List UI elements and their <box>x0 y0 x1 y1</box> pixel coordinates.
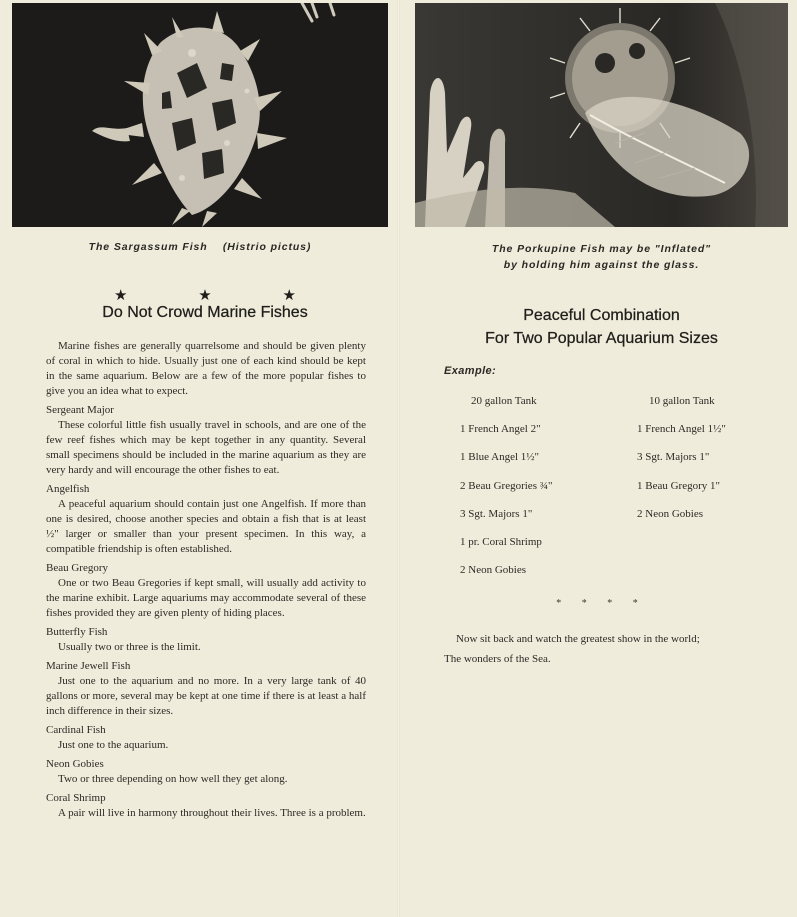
list-item: 1 pr. Coral Shrimp <box>460 535 542 548</box>
list-item: 3 Sgt. Majors 1" <box>460 507 533 520</box>
section-body: One or two Beau Gregories if kept small, will usually add activity to the marine exhibit. Large aquariums may accommodate several of these fishes provided they are given plenty of hiding places. <box>46 577 366 619</box>
section-title: Coral Shrimp <box>46 792 106 804</box>
section-title: Angelfish <box>46 483 90 495</box>
list-item: 2 Neon Gobies <box>637 507 703 520</box>
list-item: 1 Blue Angel 1½" <box>460 451 540 464</box>
left-column-text <box>46 339 366 822</box>
asterisk-divider: * * * * <box>556 598 647 609</box>
section-body: Two or three depending on how well they get along. <box>58 773 288 785</box>
section-body: Usually two or three is the limit. <box>58 641 201 653</box>
tank-title: 10 gallon Tank <box>649 395 715 407</box>
section-title: Beau Gregory <box>46 562 109 574</box>
section-title: Butterfly Fish <box>46 626 108 638</box>
three-stars-ornament: ★ ★ ★ <box>114 286 329 304</box>
tank-title: 20 gallon Tank <box>471 395 537 407</box>
caption-line-2: by holding him against the glass. <box>503 259 700 271</box>
fish-section-sergeant-major <box>46 403 366 478</box>
section-title: Marine Jewell Fish <box>46 660 131 672</box>
fish-section-beau-gregory <box>46 561 366 621</box>
sargassum-fish-caption: The Sargassum Fish (Histrio pictus) <box>88 241 312 253</box>
section-title: Cardinal Fish <box>46 724 106 736</box>
section-body: Just one to the aquarium. <box>58 739 169 751</box>
fish-section-coral-shrimp <box>46 791 366 821</box>
section-title: Sergeant Major <box>46 404 114 416</box>
sargassum-fish-photo <box>12 3 388 227</box>
section-body: A peaceful aquarium should contain just one Angelfish. If more than one is desired, choose another species and obtain a fish that is at least ½" larger or smaller than your present specimen. In this way, a compatible friendship is often established. <box>46 498 366 555</box>
porcupine-fish-caption <box>415 241 788 273</box>
page-fold <box>397 0 400 917</box>
section-body: A pair will live in harmony throughout their lives. Three is a problem. <box>58 807 366 819</box>
left-heading: Do Not Crowd Marine Fishes <box>102 304 308 321</box>
fish-section-marine-jewell-fish <box>46 659 366 719</box>
example-label: Example: <box>444 365 497 377</box>
heading-line-1: Peaceful Combination <box>523 307 680 324</box>
tank-20-gallon-list <box>460 394 552 591</box>
tank-10-gallon-list <box>637 394 726 535</box>
list-item: 2 Beau Gregories ¾" <box>460 479 553 492</box>
intro-paragraph: Marine fishes are generally quarrelsome and should be given plenty of coral in which to hide. Usually just one of each kind should be kept in the same aquarium. Below are a few of the more popular fishes to give you an idea what to expect. <box>46 340 366 397</box>
closing-line-1: Now sit back and watch the greatest show in the world; <box>456 633 700 645</box>
section-body: Just one to the aquarium and no more. In a very large tank of 40 gallons or more, several may be kept at one time if there is at least a half inch difference in their sizes. <box>46 675 366 717</box>
list-item: 2 Neon Gobies <box>460 564 526 577</box>
heading-line-2: For Two Popular Aquarium Sizes <box>485 330 718 347</box>
list-item: 3 Sgt. Majors 1" <box>637 451 710 464</box>
section-title: Neon Gobies <box>46 758 104 770</box>
section-body: These colorful little fish usually travel in schools, and are one of the few reef fishes which may be kept together in any quantity. Several small specimens should be included in the marine aquarium as they are very hardy and will encourage the other fishes to eat. <box>46 419 366 476</box>
fish-section-cardinal-fish <box>46 723 366 753</box>
porcupine-fish-photo <box>415 3 788 227</box>
fish-section-butterfly-fish <box>46 625 366 655</box>
fish-section-neon-gobies <box>46 757 366 787</box>
list-item: 1 French Angel 1½" <box>637 423 726 436</box>
list-item: 1 French Angel 2" <box>460 423 541 436</box>
fish-section-angelfish <box>46 482 366 557</box>
closing-text <box>444 629 769 669</box>
closing-line-2: The wonders of the Sea. <box>444 653 551 665</box>
caption-line-1: The Porkupine Fish may be "Inflated" <box>491 243 712 255</box>
right-heading <box>415 304 788 350</box>
list-item: 1 Beau Gregory 1" <box>637 479 720 492</box>
